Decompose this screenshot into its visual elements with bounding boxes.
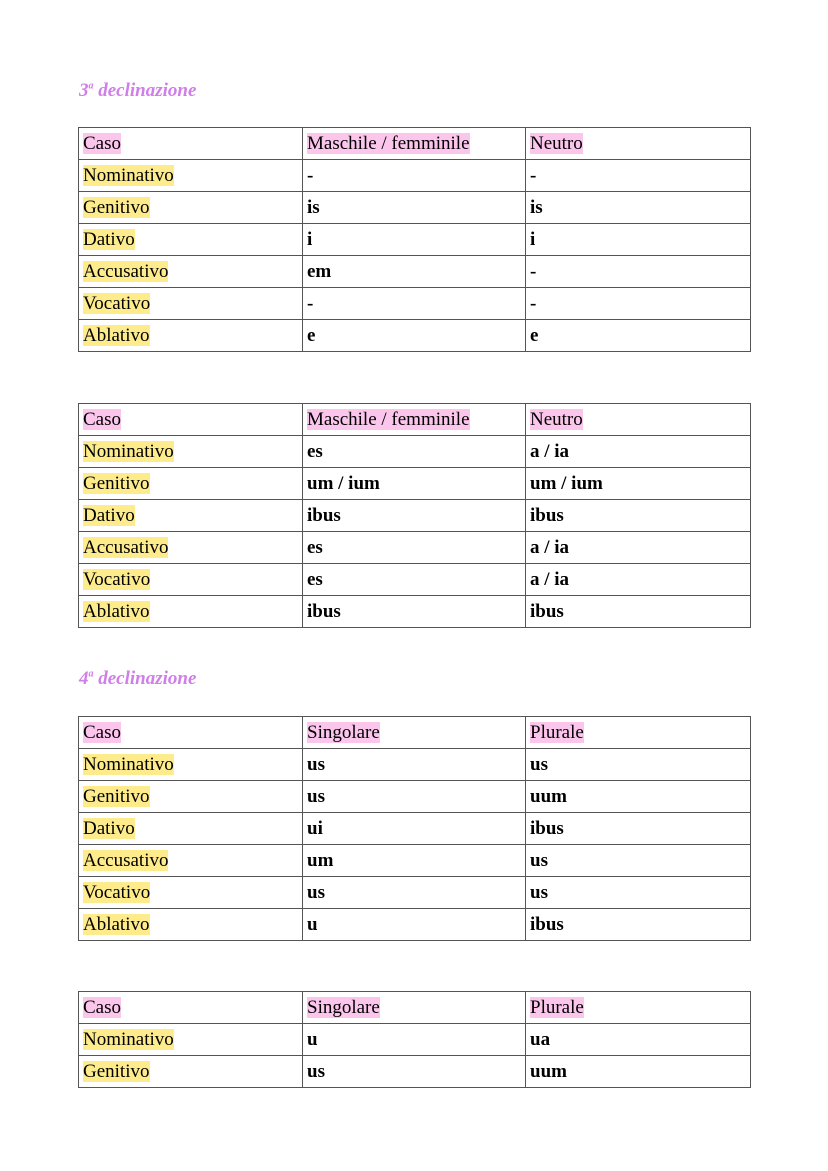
section-heading-3: 3$^a$ declinazione <box>79 80 197 101</box>
case-name: Dativo <box>83 229 135 250</box>
ending-cell: us <box>303 1056 526 1088</box>
table-row <box>79 749 751 781</box>
ending-cell: u <box>303 909 526 941</box>
ending-cell: us <box>526 877 751 909</box>
ending-cell: us <box>303 781 526 813</box>
table-row <box>79 192 751 224</box>
table-row <box>79 1024 751 1056</box>
ending-cell: is <box>526 192 751 224</box>
table-row <box>79 813 751 845</box>
ending-cell: ui <box>303 813 526 845</box>
ending-cell: u <box>303 1024 526 1056</box>
ending-cell: us <box>303 877 526 909</box>
table-row <box>79 532 751 564</box>
case-name: Ablativo <box>83 325 150 346</box>
case-name: Accusativo <box>83 850 169 871</box>
header-cell: Caso <box>83 722 121 743</box>
header-cell: Caso <box>83 133 121 154</box>
table-row <box>79 781 751 813</box>
ending-cell: us <box>526 845 751 877</box>
ending-cell: um / ium <box>526 468 751 500</box>
header-cell: Plurale <box>530 997 584 1018</box>
table-row <box>79 877 751 909</box>
header-cell: Caso <box>83 409 121 430</box>
ending-cell: um / ium <box>303 468 526 500</box>
case-name: Ablativo <box>83 601 150 622</box>
case-name: Genitivo <box>83 473 150 494</box>
ending-cell: a / ia <box>526 436 751 468</box>
header-cell: Singolare <box>307 722 380 743</box>
ending-cell: - <box>526 256 751 288</box>
ending-cell: ibus <box>526 909 751 941</box>
case-name: Nominativo <box>83 441 174 462</box>
table-row <box>79 500 751 532</box>
case-name: Vocativo <box>83 569 151 590</box>
declension-table-3-plural <box>78 403 751 628</box>
case-name: Vocativo <box>83 882 151 903</box>
header-cell: Maschile / femminile <box>307 409 470 430</box>
case-name: Accusativo <box>83 261 169 282</box>
ending-cell: em <box>303 256 526 288</box>
case-name: Accusativo <box>83 537 169 558</box>
ending-cell: ua <box>526 1024 751 1056</box>
table-header-row <box>79 128 751 160</box>
declension-table-4-masculine <box>78 716 751 941</box>
header-cell: Maschile / femminile <box>307 133 470 154</box>
table-row <box>79 909 751 941</box>
ending-cell: es <box>303 532 526 564</box>
case-name: Nominativo <box>83 1029 174 1050</box>
ending-cell: a / ia <box>526 532 751 564</box>
ending-cell: e <box>303 320 526 352</box>
case-name: Genitivo <box>83 1061 150 1082</box>
header-cell: Caso <box>83 997 121 1018</box>
ending-cell: ibus <box>303 500 526 532</box>
section-heading-4: 4$^a$ declinazione <box>79 668 197 689</box>
case-name: Vocativo <box>83 293 151 314</box>
case-name: Ablativo <box>83 914 150 935</box>
case-name: Dativo <box>83 505 135 526</box>
table-header-row <box>79 404 751 436</box>
table-row <box>79 596 751 628</box>
declension-table-4-neuter <box>78 991 751 1088</box>
table-header-row <box>79 992 751 1024</box>
header-cell: Singolare <box>307 997 380 1018</box>
ending-cell: is <box>303 192 526 224</box>
case-name: Dativo <box>83 818 135 839</box>
ending-cell: - <box>526 288 751 320</box>
case-name: Genitivo <box>83 786 150 807</box>
case-name: Nominativo <box>83 165 174 186</box>
ending-cell: uum <box>526 1056 751 1088</box>
ending-cell: us <box>303 749 526 781</box>
ending-cell: - <box>303 288 526 320</box>
ending-cell: ibus <box>526 813 751 845</box>
table-header-row <box>79 717 751 749</box>
ending-cell: es <box>303 436 526 468</box>
ending-cell: us <box>526 749 751 781</box>
case-name: Nominativo <box>83 754 174 775</box>
ending-cell: ibus <box>526 500 751 532</box>
ending-cell: a / ia <box>526 564 751 596</box>
ending-cell: - <box>303 160 526 192</box>
header-cell: Plurale <box>530 722 584 743</box>
table-row <box>79 468 751 500</box>
ending-cell: i <box>526 224 751 256</box>
ending-cell: es <box>303 564 526 596</box>
table-row <box>79 256 751 288</box>
ending-cell: - <box>526 160 751 192</box>
ending-cell: uum <box>526 781 751 813</box>
table-row <box>79 224 751 256</box>
table-row <box>79 1056 751 1088</box>
ending-cell: ibus <box>526 596 751 628</box>
ending-cell: ibus <box>303 596 526 628</box>
header-cell: Neutro <box>530 133 583 154</box>
ending-cell: um <box>303 845 526 877</box>
header-cell: Neutro <box>530 409 583 430</box>
table-row <box>79 160 751 192</box>
declension-table-3-singular <box>78 127 751 352</box>
table-row <box>79 436 751 468</box>
table-row <box>79 320 751 352</box>
table-row <box>79 564 751 596</box>
ending-cell: e <box>526 320 751 352</box>
ending-cell: i <box>303 224 526 256</box>
table-row <box>79 288 751 320</box>
case-name: Genitivo <box>83 197 150 218</box>
table-row <box>79 845 751 877</box>
